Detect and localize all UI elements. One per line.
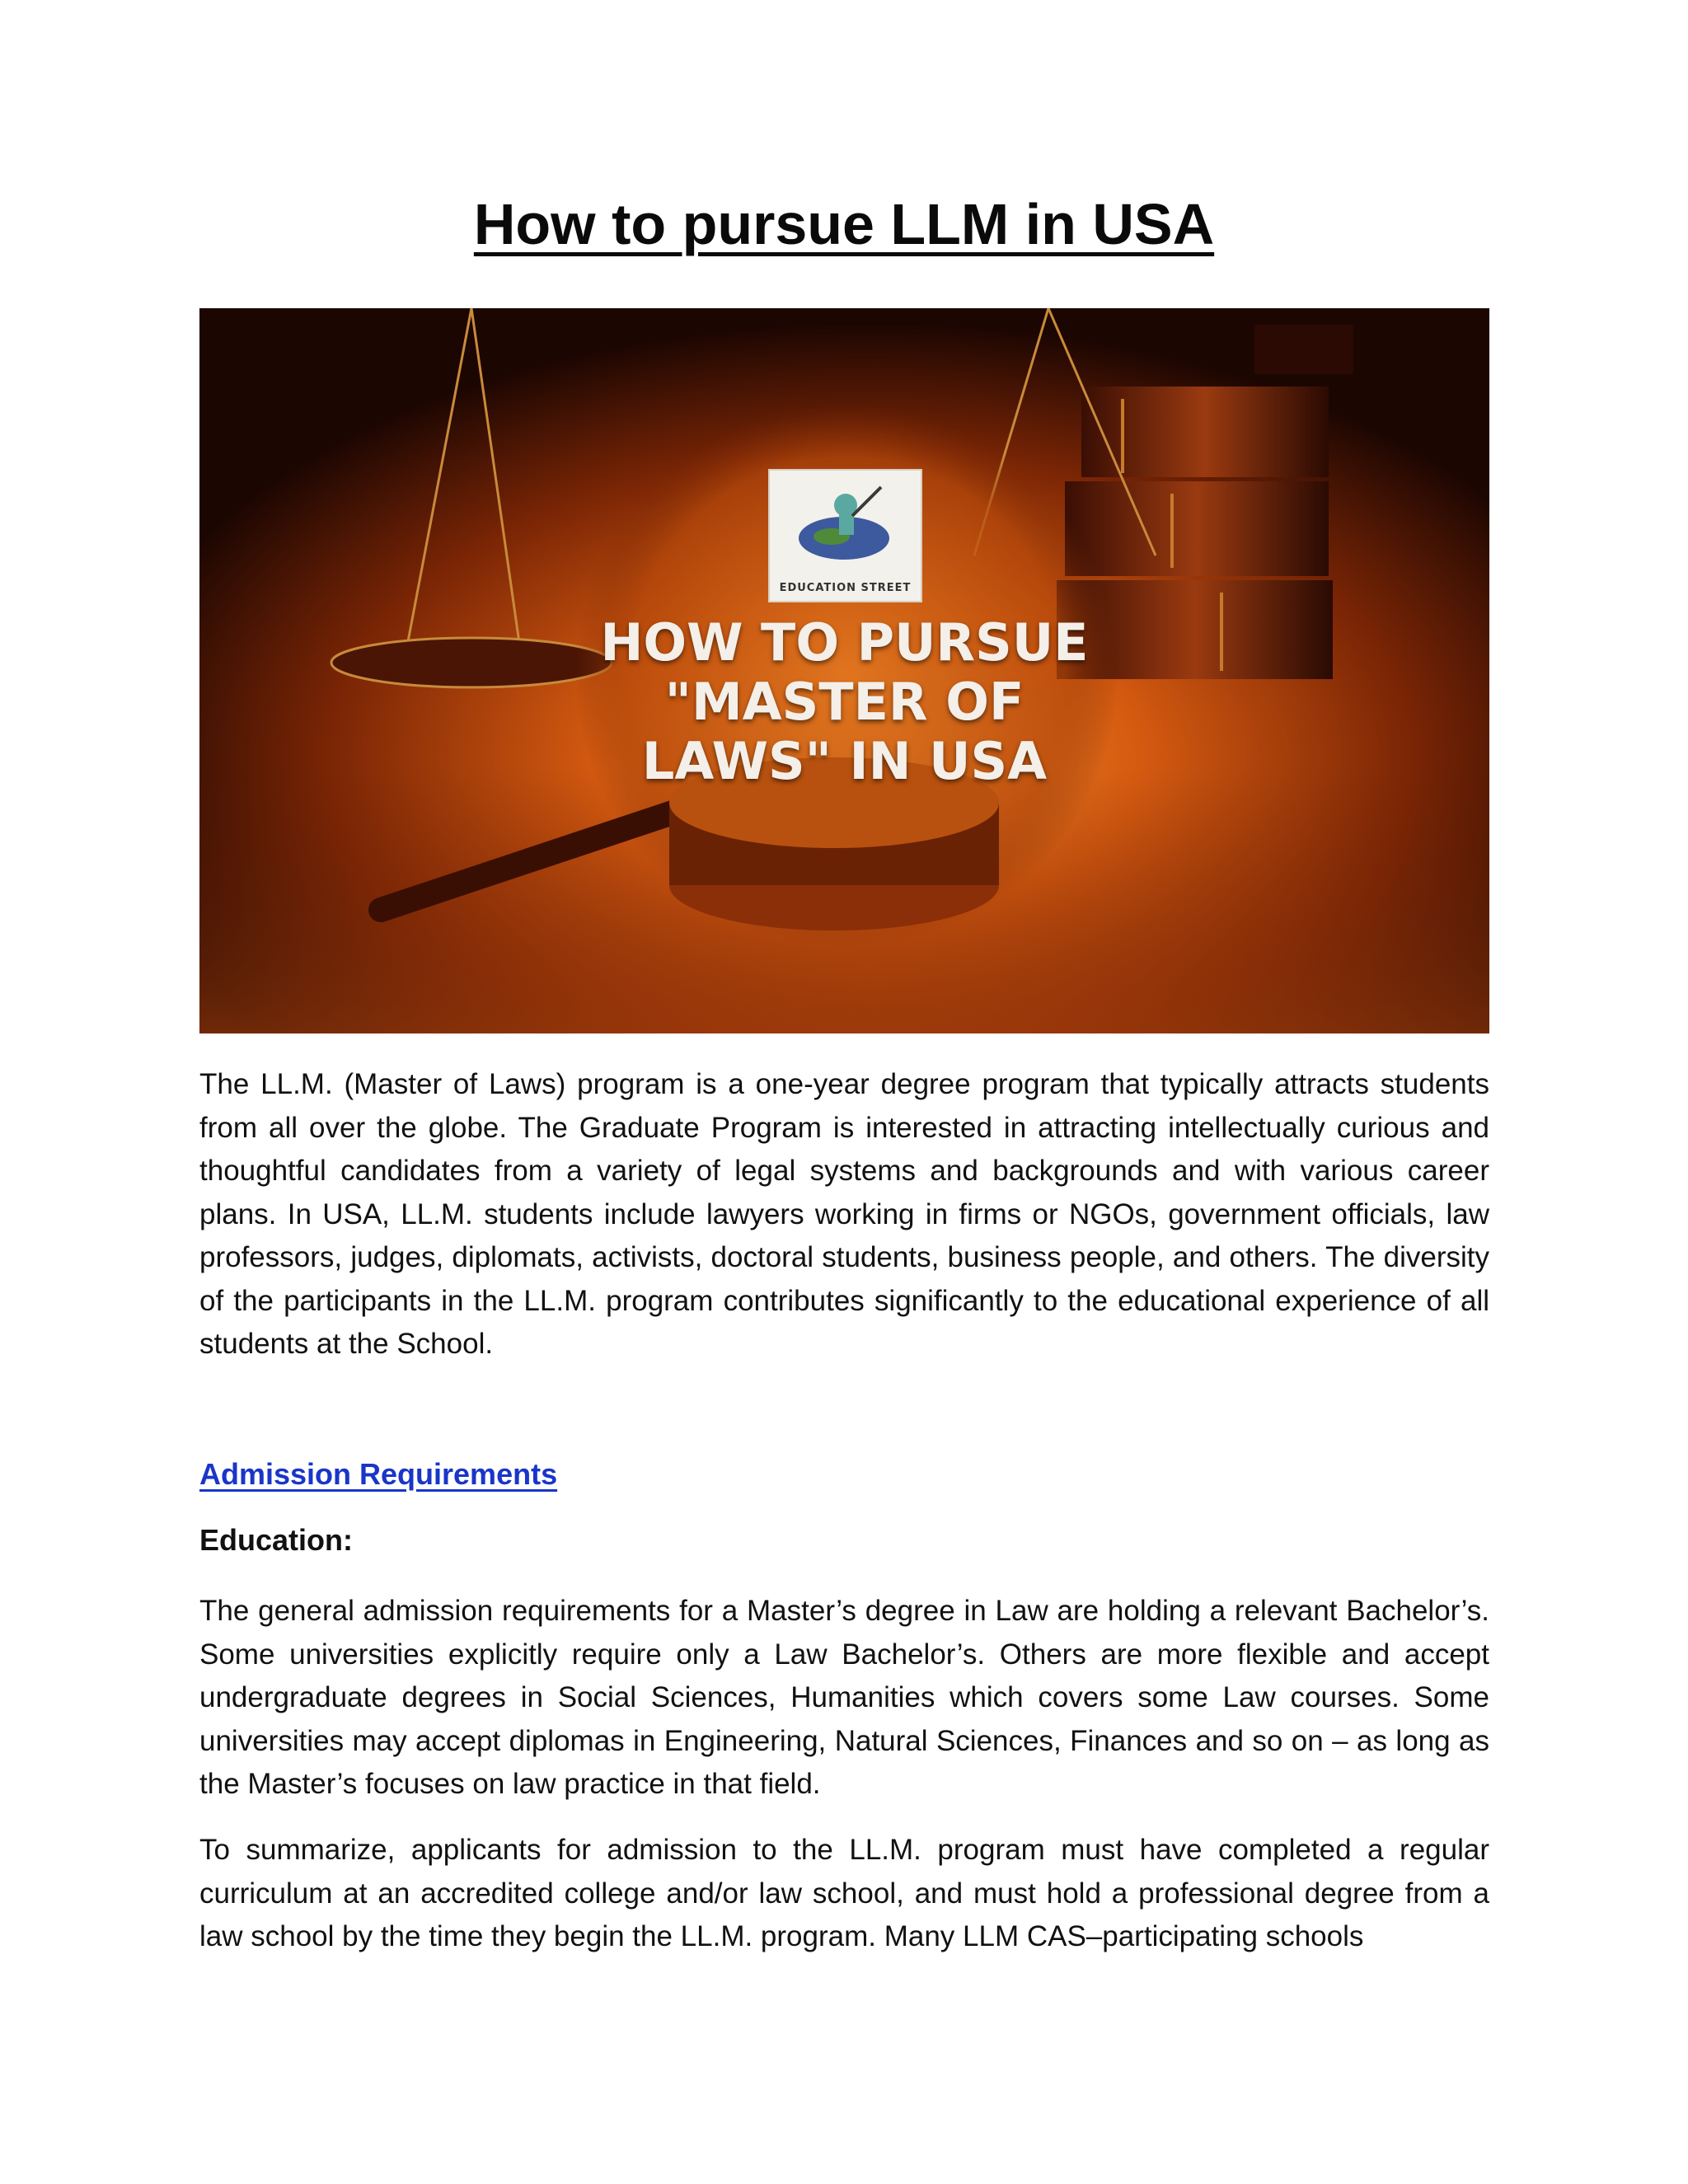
page-title: How to pursue LLM in USA [473, 192, 1215, 256]
hero-headline [199, 613, 1489, 791]
intro-paragraph: The LL.M. (Master of Laws) program is a one-year degree program that typically attracts students from all over the globe. The Graduate Program is interested in attracting intellectually curious and thoughtful candidates from a variety of legal systems and backgrounds and with various career plans. In USA, LL.M. students include lawyers working in firms or NGOs, government officials, law professors, judges, diplomats, activists, doctoral students, business people, and others. The diversity of the participants in the LL.M. program contributes significantly to the educational experience of all students at the School. [199, 1068, 1489, 1360]
hero-headline-line-2: "MASTER OF [664, 672, 1025, 732]
hero-headline-line-1: HOW TO PURSUE [600, 612, 1089, 673]
summary-paragraph: To summarize, applicants for admission to the LL.M. program must have completed a regular curriculum at an accredited college and/or law school, and must hold a professional degree from a law school by the time they begin the LL.M. program. Many LLM CAS–participating schools [199, 1834, 1489, 1952]
globe-figure-icon [770, 471, 921, 569]
hero-headline-line-3: LAWS" IN USA [641, 731, 1048, 791]
hero-image [199, 308, 1489, 1033]
education-heading: Education: [199, 1523, 353, 1557]
admission-requirements-link[interactable]: Admission Requirements [199, 1457, 558, 1491]
education-street-logo [768, 469, 922, 602]
logo-text: EDUCATION STREET [779, 582, 912, 594]
education-paragraph: The general admission requirements for a Master’s degree in Law are holding a relevant Bachelor’s. Some universities explicitly require only a Law Bachelor’s. Others are more flexible and accept undergraduate degrees in Social Sciences, Humanities which covers some Law courses. Some universities may accept diplomas in Engineering, Natural Sciences, Finances and so on – as long as the Master’s focuses on law practice in that field. [199, 1595, 1489, 1800]
